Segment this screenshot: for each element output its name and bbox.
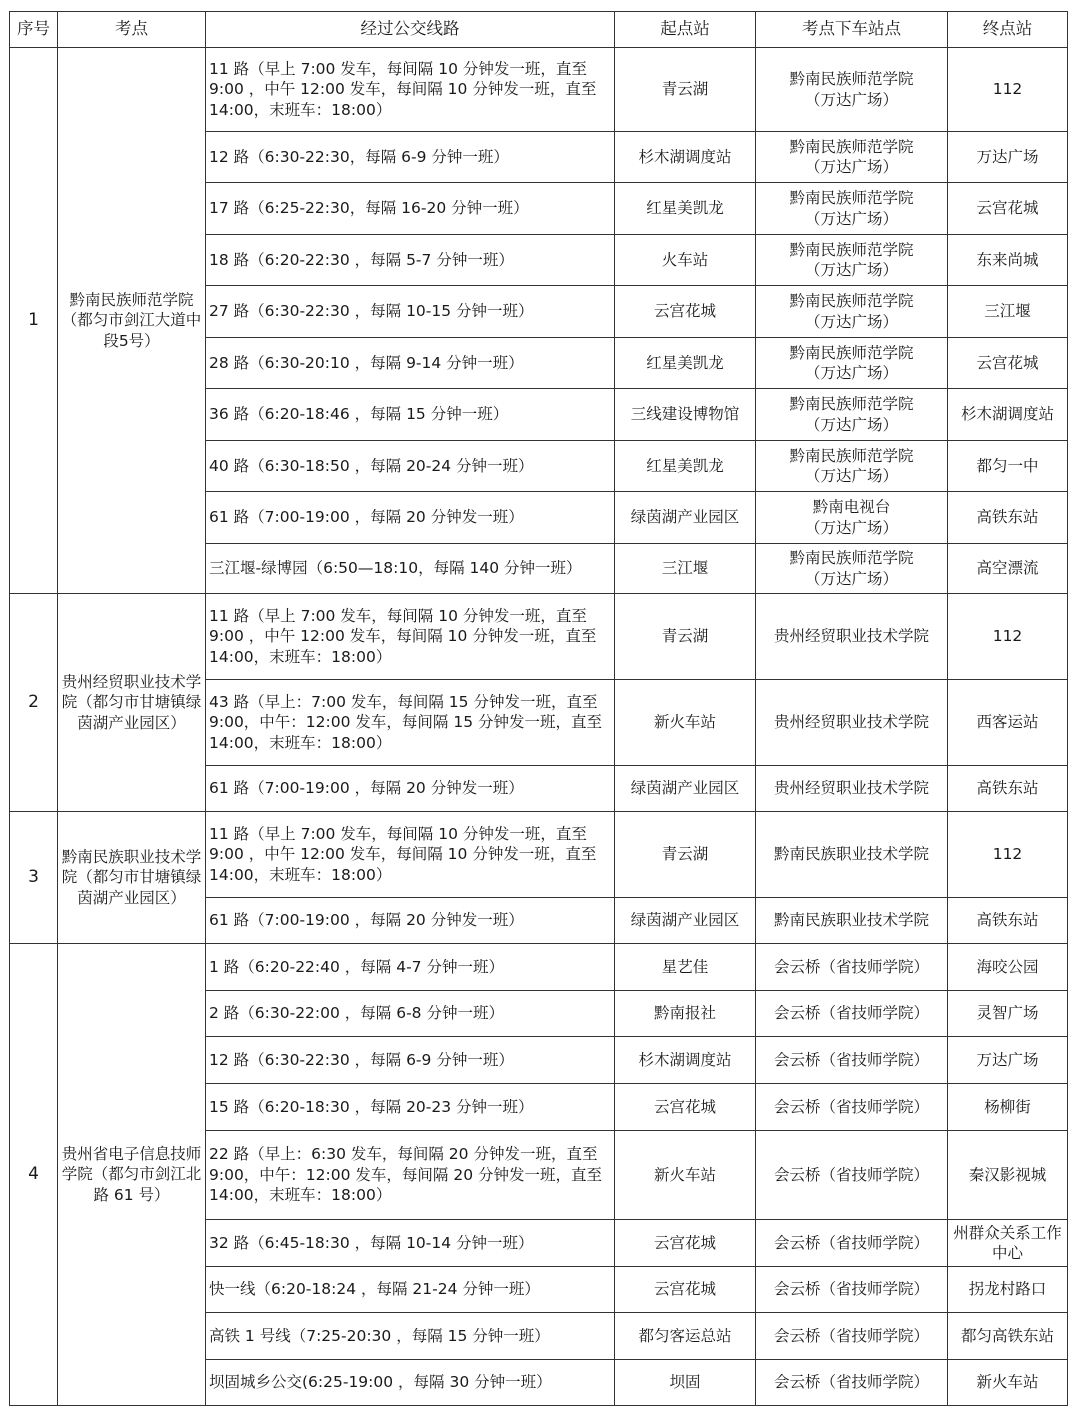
alight-stop bbox=[756, 1037, 948, 1084]
start-station: 红星美凯龙 bbox=[615, 441, 756, 492]
route-description: 61 路（7:00-19:00 ，每隔 20 分钟发一班） bbox=[206, 492, 615, 544]
terminal-station: 都匀高铁东站 bbox=[948, 1313, 1068, 1360]
header-site: 考点 bbox=[58, 12, 206, 48]
alight-stop-main: 黔南民族师范学院 bbox=[789, 446, 914, 465]
alight-stop bbox=[756, 944, 948, 991]
start-station: 青云湖 bbox=[615, 48, 756, 132]
route-description: 高铁 1 号线（7:25-20:30 ，每隔 15 分钟一班） bbox=[206, 1313, 615, 1360]
terminal-station: 西客运站 bbox=[948, 680, 1068, 766]
alight-stop-sub: （万达广场） bbox=[804, 467, 898, 485]
terminal-station: 东来尚城 bbox=[948, 235, 1068, 286]
alight-stop bbox=[756, 1084, 948, 1131]
alight-stop-main: 黔南民族师范学院 bbox=[789, 549, 914, 567]
alight-stop-main: 黔南民族职业技术学院 bbox=[773, 911, 929, 930]
start-station: 绿茵湖产业园区 bbox=[615, 898, 756, 944]
exam-site-name: 贵州经贸职业技术学院（都匀市甘塘镇绿茵湖产业园区） bbox=[58, 594, 206, 812]
start-station: 杉木湖调度站 bbox=[615, 132, 756, 183]
route-description: 坝固城乡公交(6:25-19:00 ，每隔 30 分钟一班） bbox=[206, 1360, 615, 1406]
alight-stop bbox=[756, 286, 948, 338]
exam-site-name: 黔南民族职业技术学院（都匀市甘塘镇绿茵湖产业园区） bbox=[58, 812, 206, 944]
alight-stop-main: 黔南民族职业技术学院 bbox=[773, 845, 929, 864]
terminal-station: 灵智广场 bbox=[948, 991, 1068, 1037]
terminal-station: 秦汉影视城 bbox=[948, 1131, 1068, 1220]
route-description: 36 路（6:20-18:46 ，每隔 15 分钟一班） bbox=[206, 389, 615, 441]
alight-stop-main: 会云桥（省技师学院） bbox=[773, 1373, 929, 1392]
alight-stop-main: 贵州经贸职业技术学院 bbox=[773, 713, 929, 732]
alight-stop-sub: （万达广场） bbox=[804, 158, 898, 176]
terminal-station: 杉木湖调度站 bbox=[948, 389, 1068, 441]
alight-stop-main: 黔南民族师范学院 bbox=[789, 395, 914, 413]
route-description: 28 路（6:30-20:10 ，每隔 9-14 分钟一班） bbox=[206, 338, 615, 389]
terminal-station: 112 bbox=[948, 594, 1068, 680]
alight-stop bbox=[756, 389, 948, 441]
start-station: 红星美凯龙 bbox=[615, 338, 756, 389]
start-station: 新火车站 bbox=[615, 1131, 756, 1220]
header-row bbox=[10, 12, 1068, 48]
row-index: 4 bbox=[10, 944, 58, 1406]
start-station: 云宫花城 bbox=[615, 1220, 756, 1267]
route-description: 11 路（早上 7:00 发车，每间隔 10 分钟发一班，直至 9:00 ，中午 12:00 发车，每间隔 10 分钟发一班，直至 14:00，末班车：18:00） bbox=[206, 594, 615, 680]
route-description: 2 路（6:30-22:00 ，每隔 6-8 分钟一班） bbox=[206, 991, 615, 1037]
alight-stop bbox=[756, 441, 948, 492]
alight-stop bbox=[756, 991, 948, 1037]
terminal-station: 云宫花城 bbox=[948, 183, 1068, 235]
exam-site-name: 贵州省电子信息技师学院（都匀市剑江北路 61 号） bbox=[58, 944, 206, 1406]
alight-stop bbox=[756, 48, 948, 132]
alight-stop-main: 黔南电视台 bbox=[812, 498, 891, 516]
alight-stop-main: 会云桥（省技师学院） bbox=[773, 1004, 929, 1023]
header-stop: 考点下车站点 bbox=[756, 12, 948, 48]
terminal-station: 杨柳街 bbox=[948, 1084, 1068, 1131]
row-index: 3 bbox=[10, 812, 58, 944]
terminal-station: 拐龙村路口 bbox=[948, 1267, 1068, 1313]
route-description: 快一线（6:20-18:24 ，每隔 21-24 分钟一班） bbox=[206, 1267, 615, 1313]
start-station: 绿茵湖产业园区 bbox=[615, 492, 756, 544]
terminal-station: 112 bbox=[948, 812, 1068, 898]
alight-stop-main: 贵州经贸职业技术学院 bbox=[773, 627, 929, 646]
alight-stop-main: 黔南民族师范学院 bbox=[789, 137, 914, 156]
alight-stop-main: 会云桥（省技师学院） bbox=[773, 957, 929, 976]
alight-stop bbox=[756, 1360, 948, 1406]
start-station: 三江堰 bbox=[615, 544, 756, 594]
terminal-station: 高铁东站 bbox=[948, 898, 1068, 944]
alight-stop bbox=[756, 594, 948, 680]
terminal-station: 高铁东站 bbox=[948, 492, 1068, 544]
route-description: 18 路（6:20-22:30 ，每隔 5-7 分钟一班） bbox=[206, 235, 615, 286]
terminal-station: 三江堰 bbox=[948, 286, 1068, 338]
row-index: 2 bbox=[10, 594, 58, 812]
table-row bbox=[10, 48, 1068, 132]
route-description: 32 路（6:45-18:30 ，每隔 10-14 分钟一班） bbox=[206, 1220, 615, 1267]
alight-stop-main: 贵州经贸职业技术学院 bbox=[773, 779, 929, 798]
alight-stop-main: 会云桥（省技师学院） bbox=[773, 1280, 929, 1299]
header-end: 终点站 bbox=[948, 12, 1068, 48]
terminal-station: 万达广场 bbox=[948, 1037, 1068, 1084]
alight-stop bbox=[756, 766, 948, 812]
alight-stop-sub: （万达广场） bbox=[804, 518, 898, 537]
terminal-station: 海咬公园 bbox=[948, 944, 1068, 991]
alight-stop-main: 黔南民族师范学院 bbox=[789, 292, 914, 310]
alight-stop bbox=[756, 1267, 948, 1313]
table-row bbox=[10, 812, 1068, 898]
route-description: 15 路（6:20-18:30 ，每隔 20-23 分钟一班） bbox=[206, 1084, 615, 1131]
alight-stop-sub: （万达广场） bbox=[804, 209, 898, 228]
route-description: 11 路（早上 7:00 发车，每间隔 10 分钟发一班，直至 9:00 ，中午 12:00 发车，每间隔 10 分钟发一班，直至 14:00，末班车：18:00） bbox=[206, 812, 615, 898]
table-row bbox=[10, 594, 1068, 680]
start-station: 红星美凯龙 bbox=[615, 183, 756, 235]
route-description: 27 路（6:30-22:30 ，每隔 10-15 分钟一班） bbox=[206, 286, 615, 338]
route-description: 三江堰-绿博园（6:50—18:10，每隔 140 分钟一班） bbox=[206, 544, 615, 594]
alight-stop-main: 会云桥（省技师学院） bbox=[773, 1165, 929, 1184]
alight-stop bbox=[756, 338, 948, 389]
header-start: 起点站 bbox=[615, 12, 756, 48]
header-index: 序号 bbox=[10, 12, 58, 48]
terminal-station: 都匀一中 bbox=[948, 441, 1068, 492]
start-station: 云宫花城 bbox=[615, 286, 756, 338]
alight-stop bbox=[756, 680, 948, 766]
alight-stop-sub: （万达广场） bbox=[804, 569, 898, 588]
route-description: 12 路（6:30-22:30 ，每隔 6-9 分钟一班） bbox=[206, 1037, 615, 1084]
start-station: 杉木湖调度站 bbox=[615, 1037, 756, 1084]
terminal-station: 云宫花城 bbox=[948, 338, 1068, 389]
route-description: 12 路（6:30-22:30，每隔 6-9 分钟一班） bbox=[206, 132, 615, 183]
terminal-station: 新火车站 bbox=[948, 1360, 1068, 1406]
row-index: 1 bbox=[10, 48, 58, 594]
terminal-station: 万达广场 bbox=[948, 132, 1068, 183]
alight-stop bbox=[756, 898, 948, 944]
start-station: 黔南报社 bbox=[615, 991, 756, 1037]
route-description: 17 路（6:25-22:30，每隔 16-20 分钟一班） bbox=[206, 183, 615, 235]
alight-stop bbox=[756, 183, 948, 235]
start-station: 青云湖 bbox=[615, 594, 756, 680]
header-route: 经过公交线路 bbox=[206, 12, 615, 48]
alight-stop bbox=[756, 492, 948, 544]
table-body bbox=[10, 48, 1068, 1406]
start-station: 都匀客运总站 bbox=[615, 1313, 756, 1360]
route-description: 61 路（7:00-19:00 ，每隔 20 分钟发一班） bbox=[206, 766, 615, 812]
terminal-station: 高铁东站 bbox=[948, 766, 1068, 812]
alight-stop-main: 黔南民族师范学院 bbox=[789, 240, 914, 259]
alight-stop-main: 会云桥（省技师学院） bbox=[773, 1097, 929, 1116]
terminal-station: 112 bbox=[948, 48, 1068, 132]
route-description: 40 路（6:30-18:50 ，每隔 20-24 分钟一班） bbox=[206, 441, 615, 492]
alight-stop bbox=[756, 132, 948, 183]
alight-stop bbox=[756, 235, 948, 286]
route-description: 43 路（早上：7:00 发车，每间隔 15 分钟发一班，直至 9:00，中午：12:00 发车，每间隔 15 分钟发一班，直至 14:00，末班车：18:00） bbox=[206, 680, 615, 766]
alight-stop-sub: （万达广场） bbox=[804, 261, 898, 279]
alight-stop bbox=[756, 1313, 948, 1360]
bus-route-sheet bbox=[9, 11, 1068, 1406]
route-description: 61 路（7:00-19:00 ，每隔 20 分钟发一班） bbox=[206, 898, 615, 944]
start-station: 云宫花城 bbox=[615, 1084, 756, 1131]
table-row bbox=[10, 944, 1068, 991]
start-station: 青云湖 bbox=[615, 812, 756, 898]
start-station: 三线建设博物馆 bbox=[615, 389, 756, 441]
start-station: 新火车站 bbox=[615, 680, 756, 766]
alight-stop-sub: （万达广场） bbox=[804, 415, 898, 434]
alight-stop-main: 黔南民族师范学院 bbox=[789, 189, 914, 207]
start-station: 星艺佳 bbox=[615, 944, 756, 991]
start-station: 绿茵湖产业园区 bbox=[615, 766, 756, 812]
start-station: 坝固 bbox=[615, 1360, 756, 1406]
exam-site-name: 黔南民族师范学院（都匀市剑江大道中段5号） bbox=[58, 48, 206, 594]
alight-stop-main: 黔南民族师范学院 bbox=[789, 70, 914, 88]
terminal-station: 州群众关系工作中心 bbox=[948, 1220, 1068, 1267]
alight-stop-sub: （万达广场） bbox=[804, 312, 898, 331]
alight-stop-main: 黔南民族师范学院 bbox=[789, 343, 914, 362]
alight-stop-sub: （万达广场） bbox=[804, 364, 898, 382]
terminal-station: 高空漂流 bbox=[948, 544, 1068, 594]
route-description: 22 路（早上：6:30 发车，每间隔 20 分钟发一班，直至 9:00，中午：12:00 发车，每间隔 20 分钟发一班，直至 14:00，末班车：18:00） bbox=[206, 1131, 615, 1220]
alight-stop bbox=[756, 1220, 948, 1267]
start-station: 火车站 bbox=[615, 235, 756, 286]
alight-stop-main: 会云桥（省技师学院） bbox=[773, 1326, 929, 1345]
route-description: 11 路（早上 7:00 发车，每间隔 10 分钟发一班，直至 9:00 ，中午 12:00 发车，每间隔 10 分钟发一班，直至 14:00，末班车：18:00） bbox=[206, 48, 615, 132]
route-description: 1 路（6:20-22:40 ，每隔 4-7 分钟一班） bbox=[206, 944, 615, 991]
bus-route-table bbox=[9, 11, 1068, 1406]
alight-stop bbox=[756, 812, 948, 898]
alight-stop bbox=[756, 544, 948, 594]
alight-stop-sub: （万达广场） bbox=[804, 90, 898, 109]
alight-stop bbox=[756, 1131, 948, 1220]
start-station: 云宫花城 bbox=[615, 1267, 756, 1313]
alight-stop-main: 会云桥（省技师学院） bbox=[773, 1233, 929, 1252]
alight-stop-main: 会云桥（省技师学院） bbox=[773, 1050, 929, 1069]
